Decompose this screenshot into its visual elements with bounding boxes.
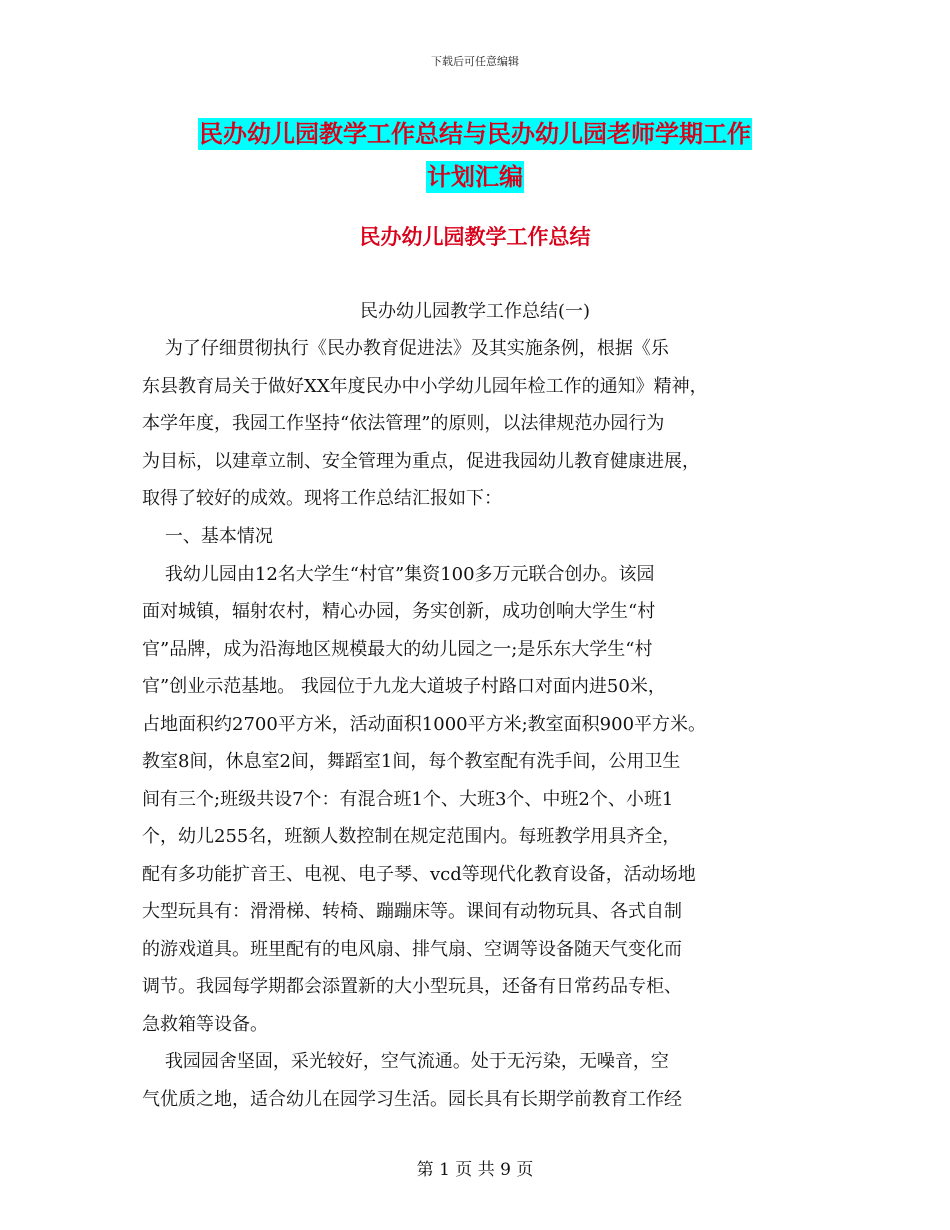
header-note: 下载后可任意编辑: [431, 55, 519, 68]
body-line: 取得了较好的成效。现将工作总结汇报如下：: [142, 488, 502, 509]
document-title-line-2: [0, 157, 950, 192]
body-line: 我园园舍坚固，采光较好，空气流通。处于无污染，无噪音，空: [142, 1051, 669, 1072]
body-line: 为目标，以建章立制、安全管理为重点，促进我园幼儿教育健康进展，: [142, 451, 700, 472]
body-line: 气优质之地，适合幼儿在园学习生活。园长具有长期学前教育工作经: [142, 1089, 682, 1110]
body-line: 一、基本情况: [142, 526, 273, 547]
body-line: 本学年度，我园工作坚持“依法管理”的原则，以法律规范办园行为: [142, 413, 665, 434]
body-line: 官”品牌，成为沿海地区规模最大的幼儿园之一;是乐东大学生“村: [142, 639, 653, 660]
body-line: 官”创业示范基地。 我园位于九龙大道坡子村路口对面内进50米，: [142, 676, 666, 697]
body-line: 的游戏道具。班里配有的电风扇、排气扇、空调等设备随天气变化而: [142, 939, 682, 960]
body-line: 为了仔细贯彻执行《民办教育促进法》及其实施条例，根据《乐: [142, 338, 669, 359]
body-line: 间有三个;班级共设7个：有混合班1个、大班3个、中班2个、小班1: [142, 789, 674, 810]
body-line: 配有多功能扩音王、电视、电子琴、vcd等现代化教育设备，活动场地: [142, 864, 696, 885]
body-line: 我幼儿园由12名大学生“村官”集资100多万元联合创办。该园: [142, 564, 655, 585]
title-highlight-2: 计划汇编: [427, 163, 523, 191]
body-line: 面对城镇，辐射农村，精心办园，务实创新，成功创响大学生“村: [142, 601, 656, 622]
body-line: 教室8间，休息室2间，舞蹈室1间，每个教室配有洗手间，公用卫生: [142, 751, 681, 772]
sub-title: 民办幼儿园教学工作总结(一): [359, 301, 591, 322]
body-line: 占地面积约2700平方米，活动面积1000平方米;教室面积900平方米。: [142, 714, 707, 735]
document-title-line-1: [0, 114, 950, 149]
title-highlight-1: 民办幼儿园教学工作总结与民办幼儿园老师学期工作: [199, 120, 751, 148]
body-line: 个，幼儿255名，班额人数控制在规定范围内。每班教学用具齐全，: [142, 826, 681, 847]
body-line: 大型玩具有：滑滑梯、转椅、蹦蹦床等。课间有动物玩具、各式自制: [142, 901, 682, 922]
body-line: 调节。我园每学期都会添置新的大小型玩具，还备有日常药品专柜、: [142, 976, 682, 997]
body-line: 急救箱等设备。: [142, 1014, 268, 1035]
section-title: 民办幼儿园教学工作总结: [359, 225, 591, 249]
body-line: 东县教育局关于做好XX年度民办中小学幼儿园年检工作的通知》精神，: [142, 376, 708, 397]
page-footer: 第 1 页 共 9 页: [416, 1160, 534, 1180]
